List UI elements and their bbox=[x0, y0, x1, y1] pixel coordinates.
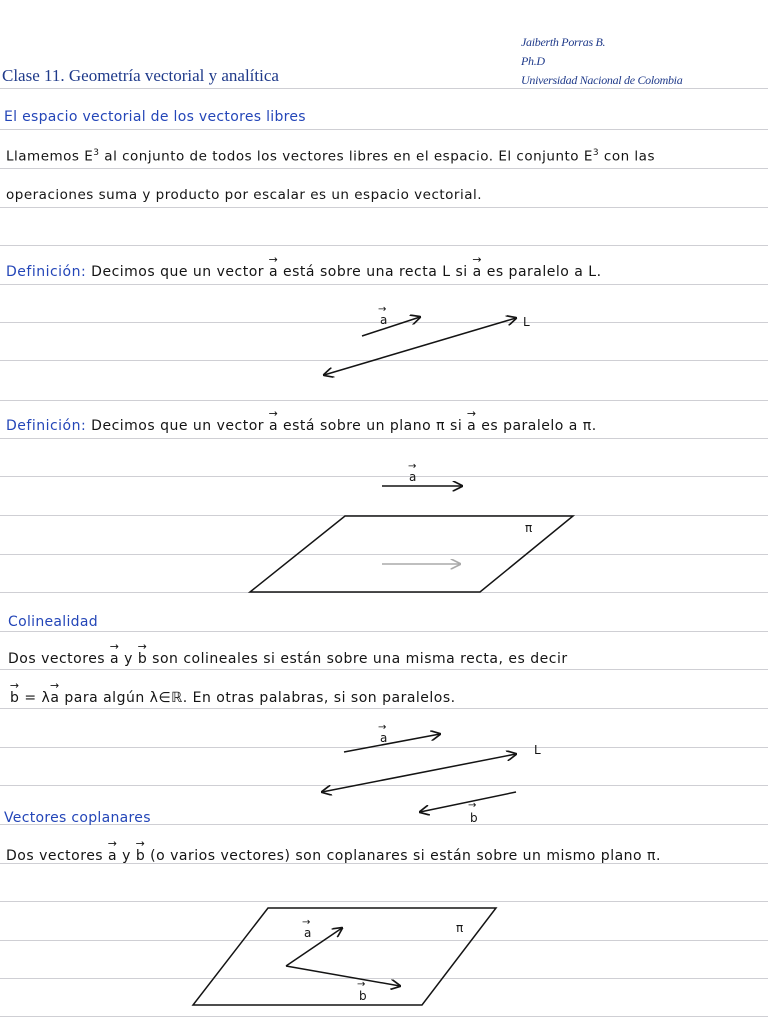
definition-label: Definición: bbox=[6, 264, 87, 280]
line-l bbox=[322, 754, 516, 792]
vector-a-label-arrow: → bbox=[302, 917, 311, 928]
vector-a-arrow bbox=[286, 928, 342, 966]
author-name: Jaiberth Porras B. bbox=[521, 35, 606, 49]
section-heading-espacio-vectorial: El espacio vectorial de los vectores libres bbox=[4, 109, 306, 125]
plane-pi-label: π bbox=[525, 521, 533, 535]
colinealidad-line1: Dos vectores → a y → b son colineales si están sobre una misma recta, es decir bbox=[8, 651, 568, 667]
vector-a-symbol: → a bbox=[269, 264, 278, 280]
coplanar-line1: Dos vectores → a y → b (o varios vectores) son coplanares si están sobre un mismo plano π. bbox=[6, 848, 661, 864]
vector-a-arrow bbox=[362, 317, 420, 336]
author-university: Universidad Nacional de Colombia bbox=[521, 73, 683, 87]
plane-pi bbox=[193, 908, 496, 1005]
vector-a-arrow bbox=[344, 734, 440, 752]
figure-vector-on-plane bbox=[250, 461, 573, 592]
figure-coplanar-vectors bbox=[193, 908, 496, 1005]
plane-pi-label: π bbox=[456, 921, 464, 935]
vector-a-label: a bbox=[304, 926, 312, 940]
vector-a-symbol: → a bbox=[473, 264, 482, 280]
section1-line2: operaciones suma y producto por escalar es un espacio vectorial. bbox=[6, 187, 483, 203]
definition-vector-on-line: Definición: Decimos que un vector → a está sobre una recta L si → a es paralelo a L. bbox=[6, 264, 602, 280]
vector-a-symbol: → a bbox=[467, 418, 476, 434]
vector-a-symbol: → a bbox=[269, 418, 278, 434]
vector-a-label: a bbox=[380, 731, 388, 745]
vector-a-label-arrow: → bbox=[378, 304, 387, 315]
vector-b-label: b bbox=[359, 989, 367, 1003]
vector-b-label: b bbox=[470, 811, 478, 825]
definition-vector-on-plane: Definición: Decimos que un vector → a está sobre un plano π si → a es paralelo a π. bbox=[6, 418, 597, 434]
vector-a-label-arrow: → bbox=[378, 722, 387, 733]
vector-b-label-arrow: → bbox=[357, 979, 366, 990]
vector-b-label-arrow: → bbox=[468, 800, 477, 811]
author-degree: Ph.D bbox=[521, 54, 545, 68]
vector-a-label: a bbox=[409, 470, 417, 484]
figure-vector-on-line bbox=[324, 304, 530, 375]
colinealidad-line2: → b = λ→ a para algún λ∈ℝ. En otras palabras, si son paralelos. bbox=[10, 690, 456, 706]
vector-a-label: a bbox=[380, 313, 388, 327]
page-title: Clase 11. Geometría vectorial y analítica bbox=[2, 66, 279, 85]
vector-b-arrow bbox=[286, 966, 400, 986]
line-l-label: L bbox=[523, 315, 530, 329]
figure-collinear-vectors bbox=[322, 722, 541, 825]
vector-a-label-arrow: → bbox=[408, 461, 417, 472]
section1-line1: Llamemos $E^3$ al conjunto de todos los vectores libres en el espacio. El conjunto $E^3$ con las bbox=[6, 148, 655, 165]
line-l bbox=[324, 318, 516, 375]
section-heading-colinealidad: Colinealidad bbox=[8, 614, 98, 630]
section-heading-coplanares: Vectores coplanares bbox=[4, 810, 151, 826]
line-l-label: L bbox=[534, 743, 541, 757]
definition-label: Definición: bbox=[6, 418, 87, 434]
